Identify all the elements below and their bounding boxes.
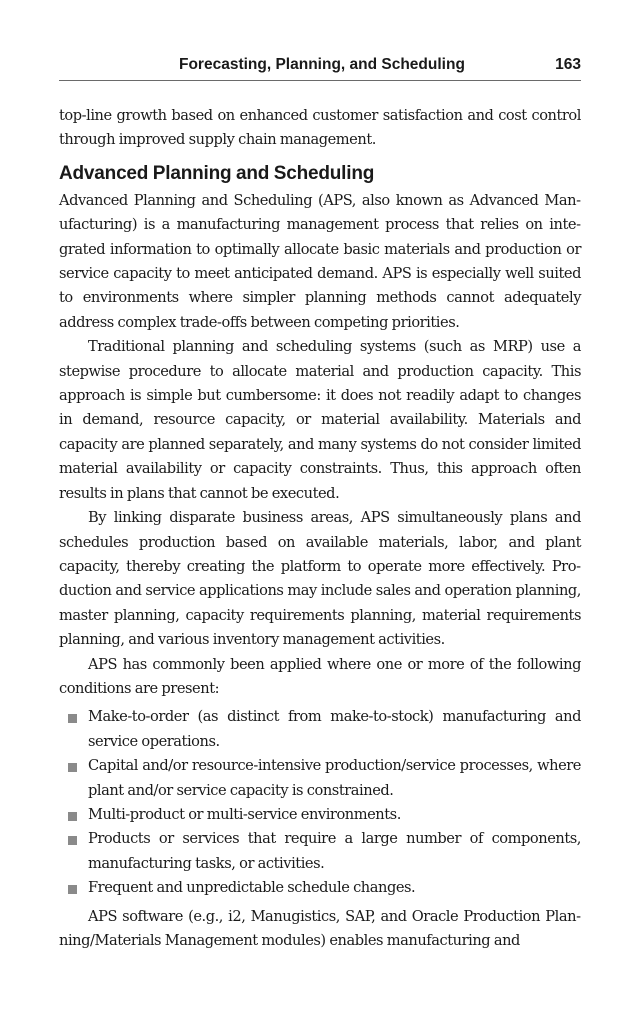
- running-header: [59, 56, 581, 78]
- conditions-list: [59, 705, 581, 900]
- list-item-text: Multi-product or multi-service environments.: [88, 805, 401, 823]
- list-item: [59, 803, 581, 827]
- square-bullet-icon: [68, 836, 77, 845]
- paragraph-aps-software: APS software (e.g., i2, Manugistics, SAP, and Oracle Production Planning/Materials Management modules) enables manufacturing and: [59, 907, 581, 949]
- list-item-text: Capital and/or resource-intensive production/service processes, where plant and/or service capacity is constrained.: [88, 757, 581, 799]
- intro-paragraph: top-line growth based on enhanced customer satisfaction and cost control through improved supply chain management.: [59, 107, 581, 149]
- square-bullet-icon: [68, 812, 77, 821]
- paragraph-traditional-planning: Traditional planning and scheduling systems (such as MRP) use a stepwise procedure to allocate material and production capacity. This approach is simple but cumbersome: it does not readily adapt to changes in demand, resource capacity, or material availability. Materials and capacity are planned separately, and many systems do not consider limited material availability or capacity constraints. Thus, this approach often results in plans that cannot be executed.: [59, 338, 581, 502]
- body-text: [59, 104, 581, 953]
- paragraph-linking-areas: By linking disparate business areas, APS simultaneously plans and schedules production based on available materials, labor, and plant capacity, thereby creating the platform to operate more effectively. Production and service applications may include sales and operation planning, master planning, capacity requirements planning, material requirements planning, and various inventory management activities.: [59, 509, 581, 649]
- square-bullet-icon: [68, 885, 77, 894]
- list-item-text: Frequent and unpredictable schedule changes.: [88, 879, 416, 897]
- list-item-text: Make-to-order (as distinct from make-to-stock) manufacturing and service operations.: [88, 708, 581, 750]
- square-bullet-icon: [68, 763, 77, 772]
- chapter-title: Forecasting, Planning, and Scheduling: [179, 56, 465, 73]
- square-bullet-icon: [68, 714, 77, 723]
- list-item: [59, 827, 581, 876]
- list-item: [59, 876, 581, 900]
- list-item: [59, 754, 581, 803]
- header-rule: [59, 80, 581, 81]
- list-item: [59, 705, 581, 754]
- list-item-text: Products or services that require a large number of components, manufacturing tasks, or activities.: [88, 830, 581, 872]
- section-heading: Advanced Planning and Scheduling: [59, 162, 375, 184]
- page-number: 163: [555, 56, 581, 73]
- paragraph-aps-definition: Advanced Planning and Scheduling (APS, also known as Advanced Manufacturing) is a manufacturing management process that relies on integrated information to optimally allocate basic materials and production or service capacity to meet anticipated demand. APS is especially well suited to environments where simpler planning methods cannot adequately address complex trade-offs between competing priorities.: [59, 191, 581, 331]
- paragraph-conditions-intro: APS has commonly been applied where one or more of the following conditions are present:: [59, 655, 581, 697]
